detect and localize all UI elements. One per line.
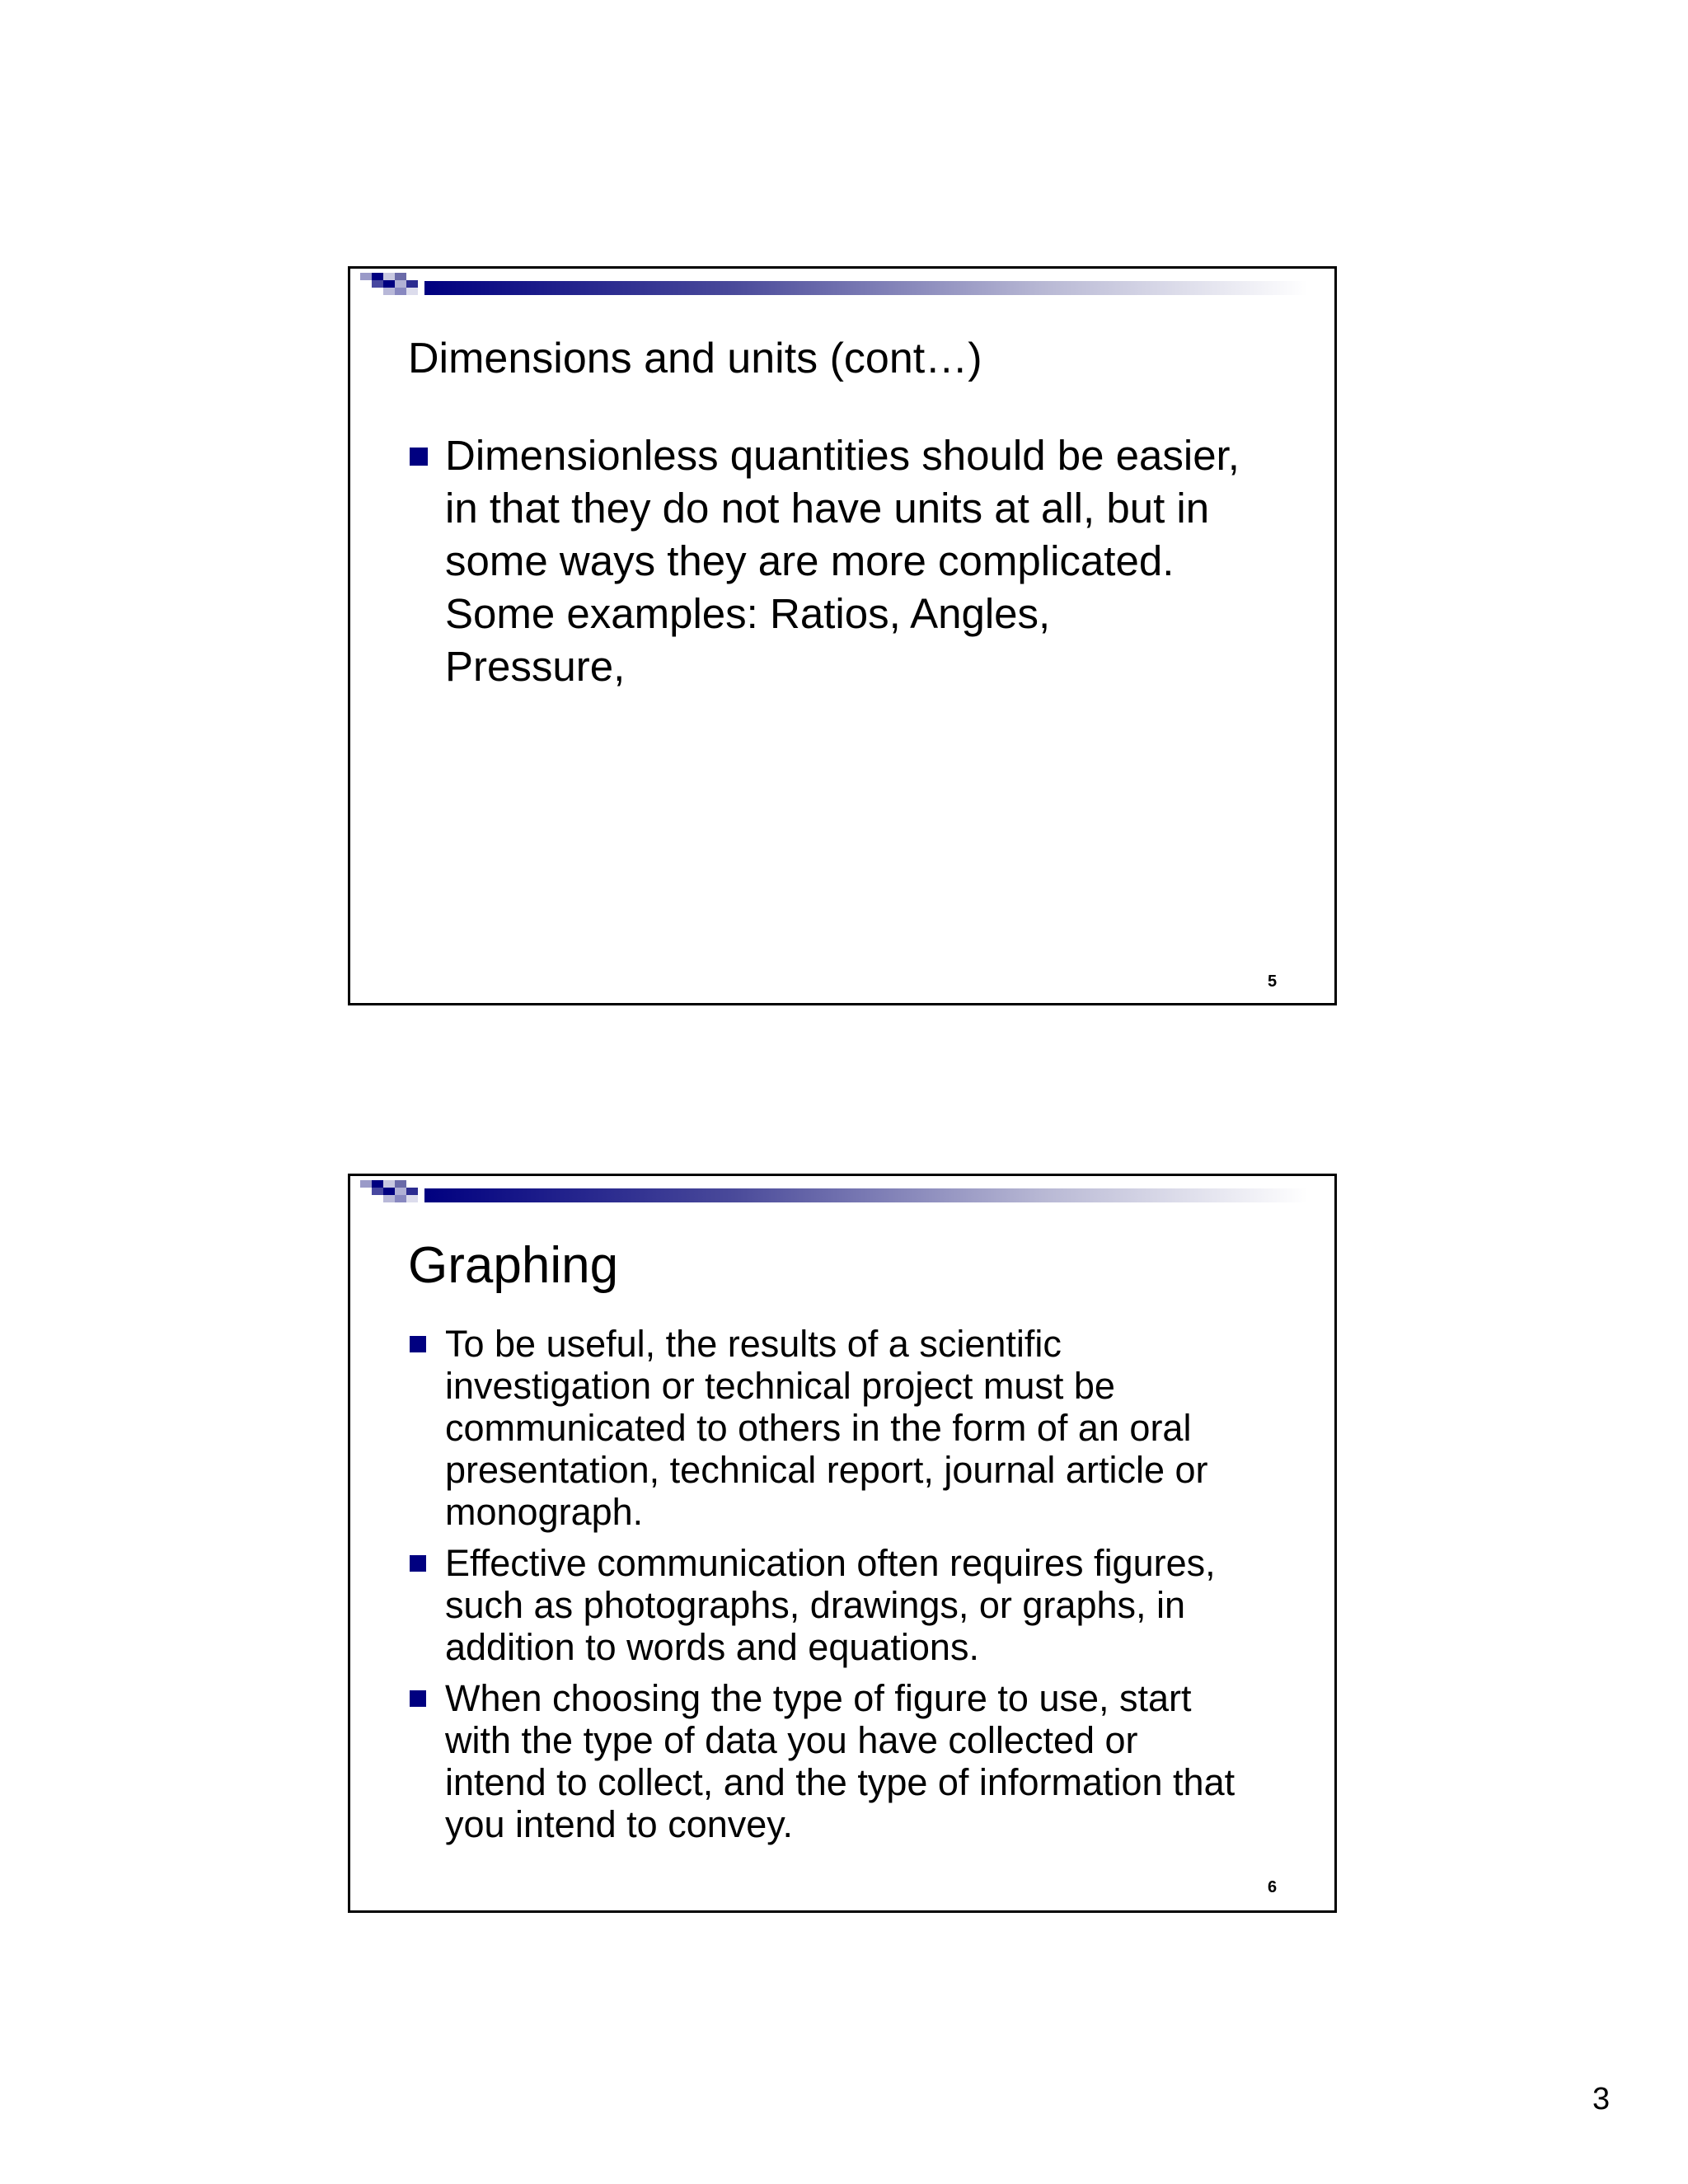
bullet-item: [408, 1542, 1323, 1668]
bullet-item: [408, 1323, 1323, 1533]
bullet-item: [408, 429, 1323, 693]
slide-title: Graphing: [408, 1237, 619, 1294]
slide-header-bar: [360, 1180, 1308, 1203]
bullet-text-line: Dimensionless quantities should be easier,: [445, 432, 1240, 479]
bullet-text-line: investigation or technical project must be: [445, 1365, 1115, 1407]
slide-6: [348, 1174, 1337, 1913]
bullet-text-line: some ways they are more complicated.: [445, 537, 1175, 584]
bullet-list: [408, 429, 1323, 693]
slide-5: [348, 266, 1337, 1005]
bullet-text-line: such as photographs, drawings, or graphs, in: [445, 1584, 1186, 1626]
bullet-text-line: in that they do not have units at all, but in: [445, 485, 1210, 532]
bullet-text-line: Effective communication often requires figures,: [445, 1542, 1216, 1584]
bullet-text-line: addition to words and equations.: [445, 1626, 979, 1668]
bullet-text-line: intend to collect, and the type of information that: [445, 1761, 1236, 1803]
bullet-text-line: with the type of data you have collected or: [445, 1719, 1138, 1761]
bullet-text-line: monograph.: [445, 1491, 644, 1533]
slide-header-bar: [360, 273, 1308, 296]
page-number: 3: [1592, 2082, 1611, 2116]
bullet-text-line: you intend to convey.: [445, 1803, 793, 1845]
slide-title: Dimensions and units (cont…): [408, 335, 982, 382]
slide-number: 6: [1268, 1878, 1278, 1896]
bullet-text-line: Some examples: Ratios, Angles,: [445, 590, 1051, 637]
slide-number: 5: [1268, 972, 1278, 991]
bullet-text-line: To be useful, the results of a scientific: [445, 1323, 1062, 1365]
bullet-text-line: communicated to others in the form of an oral: [445, 1407, 1192, 1449]
square-bullet-icon: [410, 448, 428, 466]
square-bullet-icon: [410, 1555, 426, 1572]
square-bullet-icon: [410, 1336, 426, 1352]
bullet-text-line: When choosing the type of figure to use, start: [445, 1677, 1192, 1719]
bullet-text-line: presentation, technical report, journal article or: [445, 1449, 1208, 1491]
bullet-item: [408, 1677, 1323, 1845]
bullet-text-line: Pressure,: [445, 643, 626, 690]
bullet-list: [408, 1323, 1323, 1854]
square-bullet-icon: [410, 1690, 426, 1707]
